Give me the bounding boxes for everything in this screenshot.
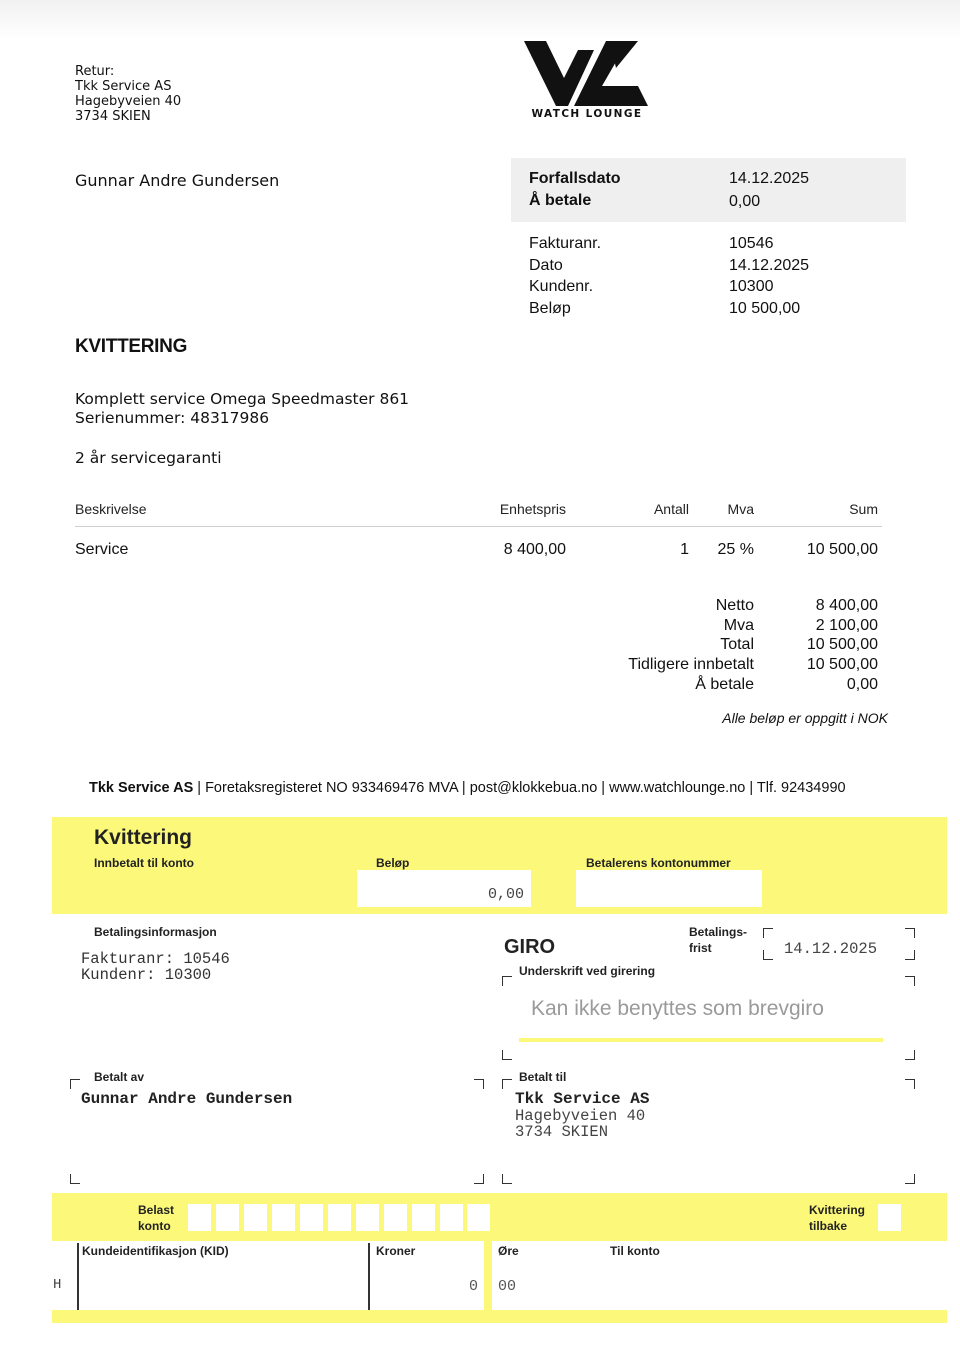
receipt-return-label-2: tilbake xyxy=(809,1219,848,1233)
customer-name: Gunnar Andre Gundersen xyxy=(75,171,280,190)
amount-label: Beløp xyxy=(529,300,571,317)
return-city: 3734 SKIEN xyxy=(75,109,151,124)
deadline-corner-tl xyxy=(763,928,773,938)
deadline-corner-br xyxy=(905,950,915,960)
paid-to-corner-tl xyxy=(502,1079,512,1089)
description-line-1: Komplett service Omega Speedmaster 861 xyxy=(75,390,410,408)
giro-bottom-band xyxy=(52,1310,947,1323)
ore-separator xyxy=(484,1241,492,1311)
giro-amount-value: 0,00 xyxy=(487,886,524,903)
totals-to-pay-label: Å betale xyxy=(695,676,754,693)
amount-due-label: Å betale xyxy=(529,192,592,209)
kroner-divider xyxy=(368,1243,370,1311)
footer-details: | Foretaksregisteret NO 933469476 MVA | post@klokkebua.no | www.watchlounge.no | Tlf. 92434990 xyxy=(193,780,846,796)
debit-digit-box[interactable] xyxy=(300,1204,323,1231)
return-label: Retur: xyxy=(75,64,115,79)
payer-account-label: Betalerens kontonummer xyxy=(586,856,731,870)
paid-by-corner-bl xyxy=(70,1174,80,1184)
paid-to-line-3: 3734 SKIEN xyxy=(515,1123,609,1141)
debit-digit-box[interactable] xyxy=(328,1204,351,1231)
company-footer xyxy=(89,780,846,796)
deadline-corner-tr xyxy=(905,928,915,938)
due-box xyxy=(511,158,906,222)
deadline-value: 14.12.2025 xyxy=(784,940,878,958)
totals-vat-value: 2 100,00 xyxy=(815,617,878,634)
signature-line[interactable] xyxy=(519,1038,883,1042)
paid-by-corner-tl xyxy=(70,1079,80,1089)
debit-digit-box[interactable] xyxy=(384,1204,407,1231)
row-quantity: 1 xyxy=(680,541,689,558)
kroner-label: Kroner xyxy=(376,1244,416,1258)
row-sum: 10 500,00 xyxy=(806,541,878,558)
logo-text: WATCH LOUNGE xyxy=(531,108,643,120)
return-address xyxy=(75,64,181,124)
header-unit-price: Enhetspris xyxy=(499,501,566,517)
document-title: KVITTERING xyxy=(75,336,188,357)
invoice-number-label: Fakturanr. xyxy=(529,235,602,252)
paid-by-corner-br xyxy=(474,1174,484,1184)
debit-digit-box[interactable] xyxy=(412,1204,435,1231)
signature-corner-tr xyxy=(905,976,915,986)
paid-by-corner-tr xyxy=(474,1079,484,1089)
paid-to-corner-br xyxy=(905,1174,915,1184)
payment-info-line-2: Kundenr: 10300 xyxy=(81,966,212,984)
signature-corner-br xyxy=(905,1050,915,1060)
paid-by-name: Gunnar Andre Gundersen xyxy=(81,1090,293,1108)
debit-digit-box[interactable] xyxy=(440,1204,463,1231)
header-sum: Sum xyxy=(849,501,878,517)
kid-label: Kundeidentifikasjon (KID) xyxy=(82,1244,229,1258)
debit-digit-box[interactable] xyxy=(356,1204,379,1231)
currency-note: Alle beløp er oppgitt i NOK xyxy=(722,710,888,726)
giro-word: GIRO xyxy=(504,936,556,958)
header-quantity: Antall xyxy=(653,501,689,517)
date-value: 14.12.2025 xyxy=(729,257,810,274)
customer-number-value: 10300 xyxy=(729,278,774,295)
signature-label: Underskrift ved girering xyxy=(519,964,656,978)
totals-prepaid-label: Tidligere innbetalt xyxy=(628,656,754,673)
to-account-label: Til konto xyxy=(610,1244,660,1258)
ore-label: Øre xyxy=(498,1244,519,1258)
footer-company: Tkk Service AS xyxy=(89,780,194,796)
date-label: Dato xyxy=(529,257,563,274)
debit-digit-box[interactable] xyxy=(216,1204,239,1231)
receipt-return-box[interactable] xyxy=(878,1204,901,1231)
return-street: Hagebyveien 40 xyxy=(75,94,182,109)
row-unit-price: 8 400,00 xyxy=(503,541,566,558)
due-date-value: 14.12.2025 xyxy=(729,170,810,187)
payment-info-label: Betalingsinformasjon xyxy=(94,925,217,939)
paid-to-line-1: Tkk Service AS xyxy=(515,1090,650,1108)
invoice-number-value: 10546 xyxy=(729,235,774,252)
h-marker: H xyxy=(53,1277,62,1293)
kid-divider xyxy=(77,1243,79,1311)
top-shade xyxy=(0,0,960,40)
header-description: Beskrivelse xyxy=(75,501,147,517)
paid-to-corner-tr xyxy=(905,1079,915,1089)
description-line-3: 2 år servicegaranti xyxy=(75,449,222,467)
debit-label-2: konto xyxy=(138,1219,171,1233)
paid-to-account-label: Innbetalt til konto xyxy=(94,856,194,870)
signature-corner-bl xyxy=(502,1050,512,1060)
amount-value: 10 500,00 xyxy=(729,300,801,317)
totals-net-label: Netto xyxy=(715,597,754,614)
customer-number-label: Kundenr. xyxy=(529,278,594,295)
giro-debit-band xyxy=(52,1193,947,1241)
deadline-corner-bl xyxy=(763,950,773,960)
debit-digit-box[interactable] xyxy=(272,1204,295,1231)
kroner-value: 0 xyxy=(468,1278,478,1295)
payment-info-line-1: Fakturanr: 10546 xyxy=(81,950,230,968)
payer-account-field xyxy=(576,870,762,907)
giro-title: Kvittering xyxy=(94,826,193,849)
totals-total-value: 10 500,00 xyxy=(806,636,878,653)
totals-to-pay-value: 0,00 xyxy=(846,676,878,693)
deadline-label-1: Betalings- xyxy=(689,925,748,939)
debit-digit-box[interactable] xyxy=(467,1204,490,1231)
description-line-2: Serienummer: 48317986 xyxy=(75,409,270,427)
ore-value: 00 xyxy=(498,1278,517,1295)
amount-due-value: 0,00 xyxy=(729,193,761,210)
row-description: Service xyxy=(75,541,129,558)
paid-by-label: Betalt av xyxy=(94,1070,145,1084)
row-vat: 25 % xyxy=(717,541,754,558)
giro-amount-label: Beløp xyxy=(376,856,410,870)
totals-prepaid-value: 10 500,00 xyxy=(806,656,878,673)
totals-total-label: Total xyxy=(720,636,754,653)
signature-corner-tl xyxy=(502,976,512,986)
totals-net-value: 8 400,00 xyxy=(815,597,878,614)
due-date-label: Forfallsdato xyxy=(529,170,621,187)
paid-to-label: Betalt til xyxy=(519,1070,567,1084)
paid-to-corner-bl xyxy=(502,1174,512,1184)
return-company: Tkk Service AS xyxy=(75,79,172,94)
header-vat: Mva xyxy=(727,501,754,517)
paid-to-line-2: Hagebyveien 40 xyxy=(515,1107,646,1125)
signature-note: Kan ikke benyttes som brevgiro xyxy=(531,997,824,1020)
debit-digit-box[interactable] xyxy=(188,1204,211,1231)
table-header-divider xyxy=(75,526,882,527)
receipt-return-label-1: Kvittering xyxy=(809,1203,866,1217)
debit-label-1: Belast xyxy=(138,1203,175,1217)
totals-vat-label: Mva xyxy=(723,617,754,634)
debit-digit-box[interactable] xyxy=(244,1204,267,1231)
deadline-label-2: frist xyxy=(689,941,712,955)
